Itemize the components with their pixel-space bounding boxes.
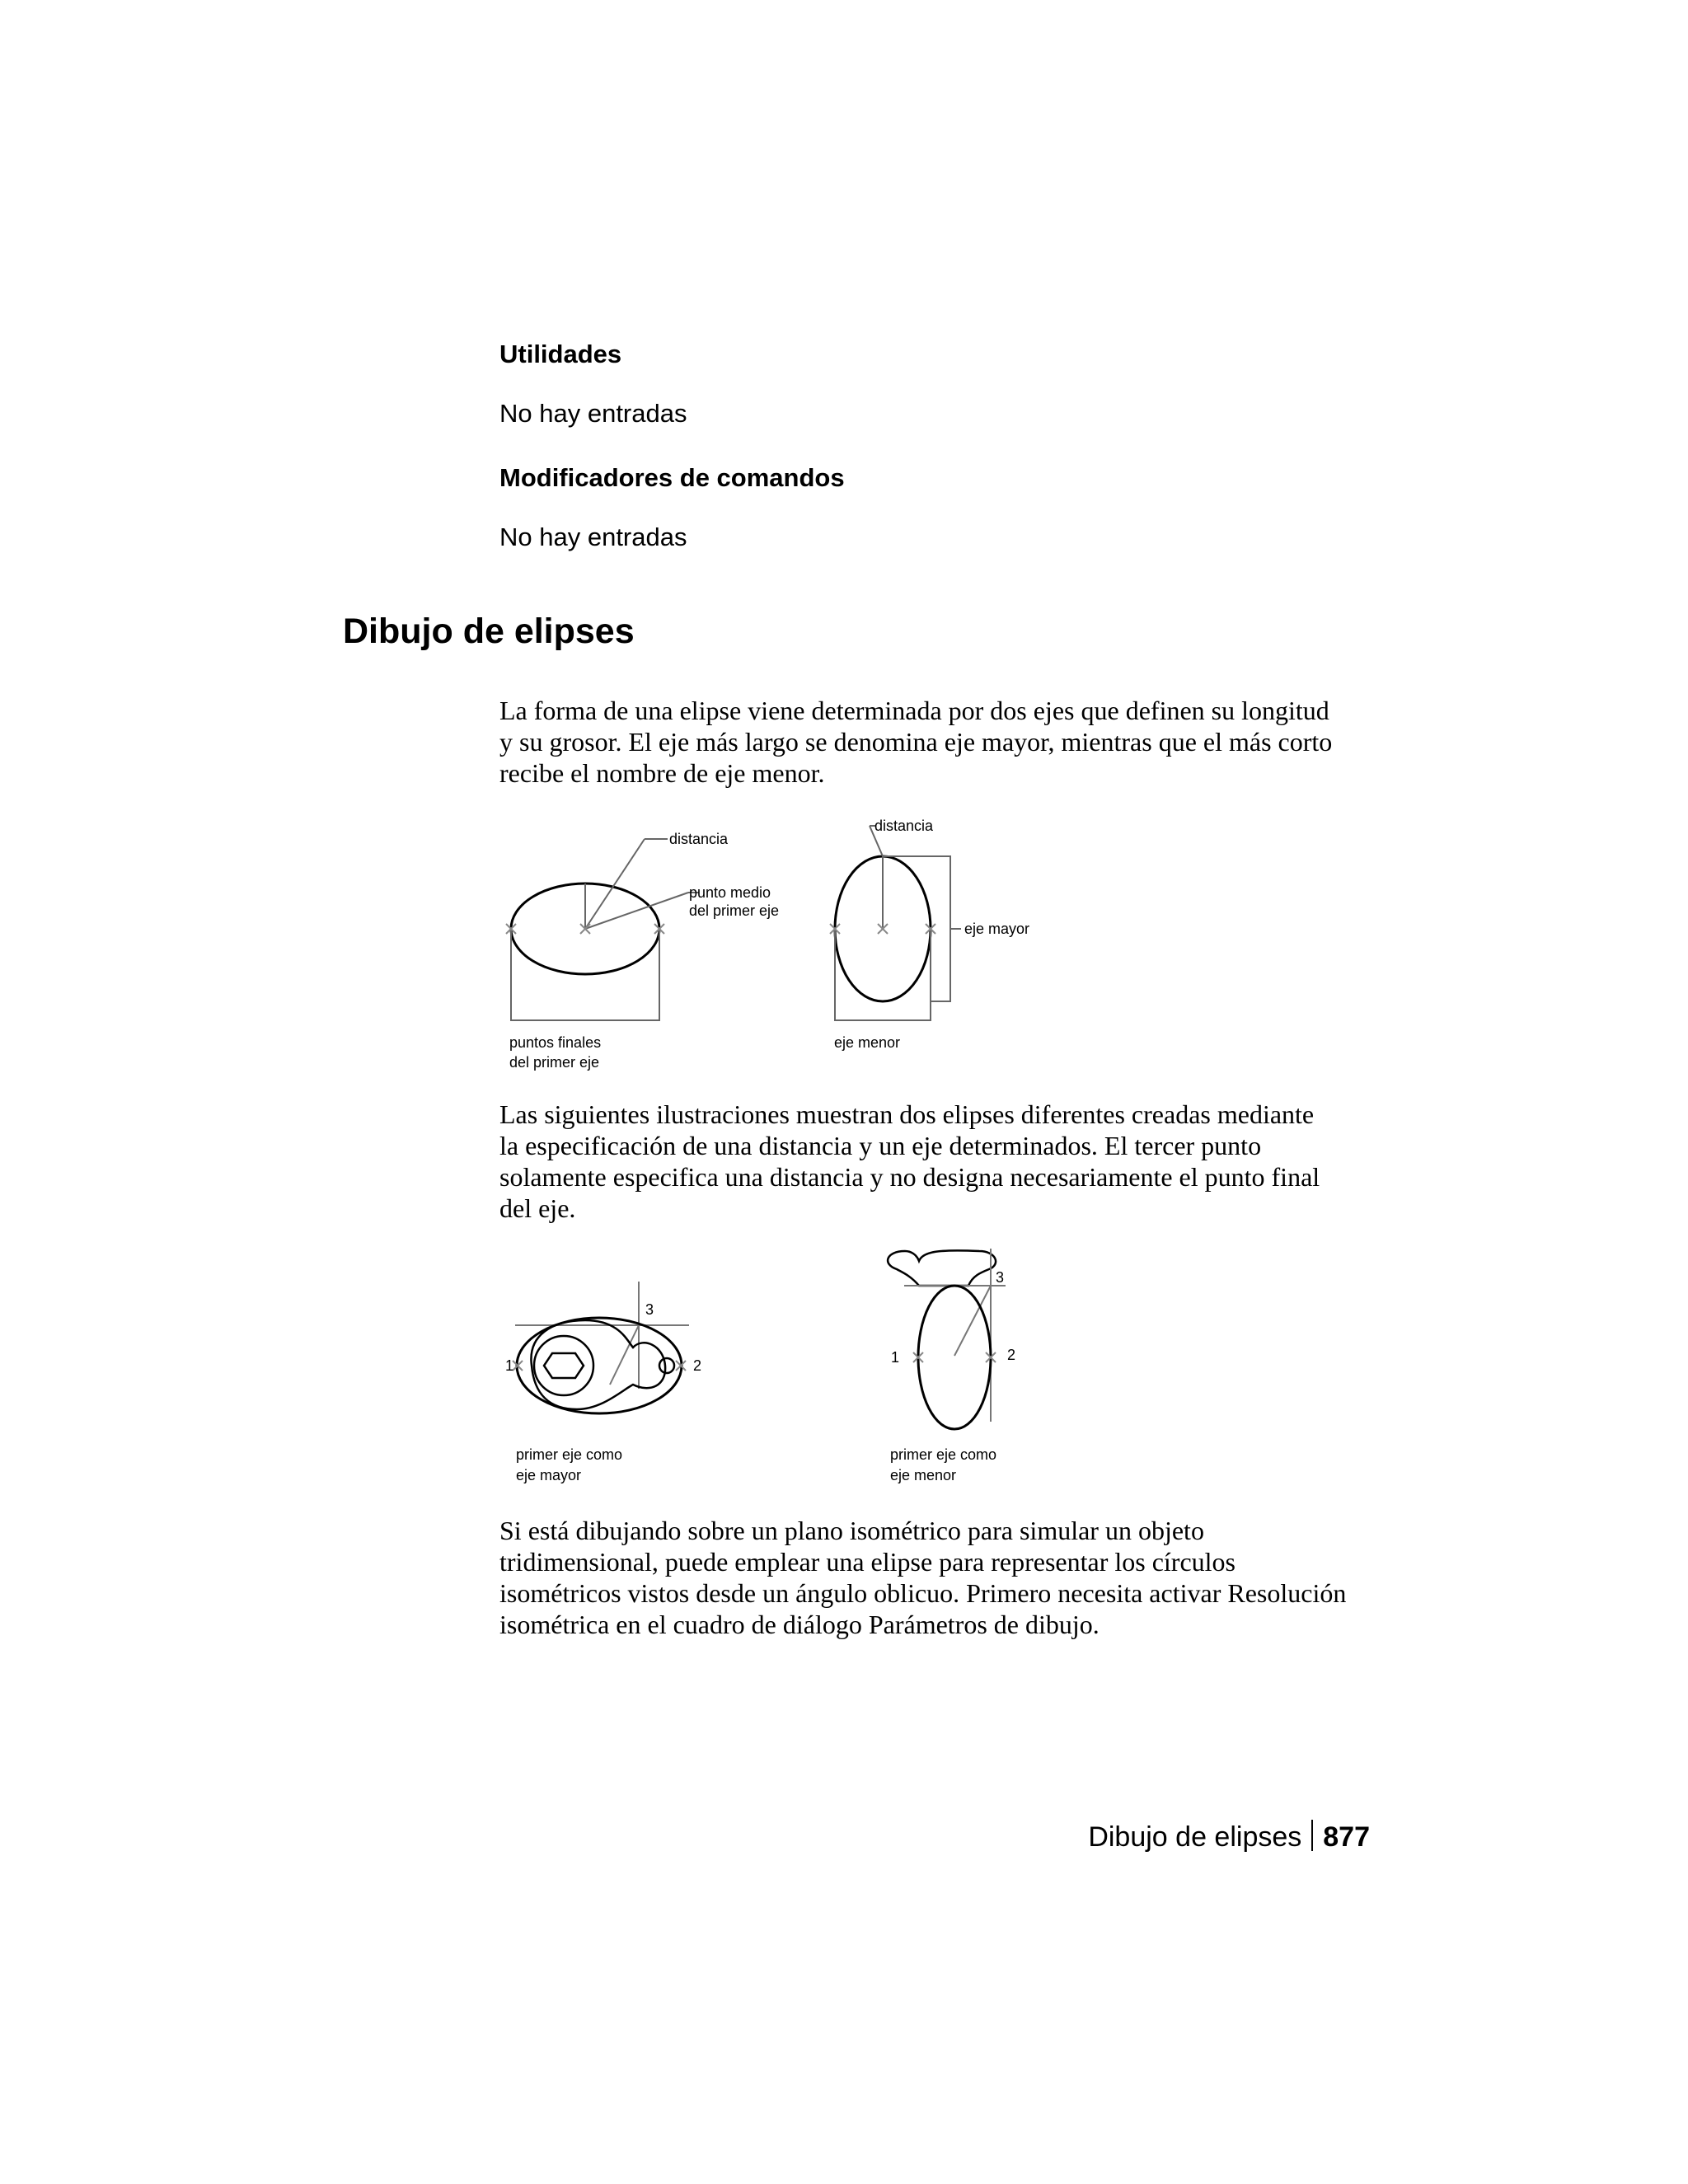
point-1-left: 1 xyxy=(505,1357,514,1374)
ellipse-vertical-diagram xyxy=(830,818,1029,1051)
text-utilidades: No hay entradas xyxy=(499,399,687,428)
paragraph-line: del eje. xyxy=(499,1193,576,1223)
page-number: 877 xyxy=(1323,1821,1370,1853)
heading-modificadores: Modificadores de comandos xyxy=(499,463,845,492)
label-distancia-left: distancia xyxy=(669,831,729,847)
label-puntos-finales-2: del primer eje xyxy=(509,1054,600,1071)
minor-axis-example xyxy=(888,1249,1015,1483)
caption-major-1: primer eje como xyxy=(516,1446,623,1463)
figure-ellipse-axes xyxy=(495,808,1055,1080)
caption-major-2: eje mayor xyxy=(516,1467,582,1483)
point-2-left: 2 xyxy=(693,1357,702,1374)
point-3-left: 3 xyxy=(645,1301,654,1318)
paragraph-1 xyxy=(499,695,1373,789)
paragraph-2 xyxy=(499,1099,1373,1224)
paragraph-line: Las siguientes ilustraciones muestran dos elipses diferentes creadas mediante xyxy=(499,1099,1315,1129)
paragraph-line: solamente especifica una distancia y no designa necesariamente el punto final xyxy=(499,1162,1320,1192)
paragraph-line: La forma de una elipse viene determinada por dos ejes que definen su longitud xyxy=(499,696,1329,725)
paragraph-line: la especificación de una distancia y un eje determinados. El tercer punto xyxy=(499,1131,1262,1160)
point-3-right: 3 xyxy=(996,1269,1005,1286)
paragraph-line: recibe el nombre de eje menor. xyxy=(499,758,825,788)
point-2-right: 2 xyxy=(1007,1347,1016,1363)
footer-title: Dibujo de elipses xyxy=(1088,1821,1302,1853)
text-modificadores: No hay entradas xyxy=(499,523,687,551)
paragraph-3 xyxy=(499,1515,1373,1640)
label-punto-medio-2: del primer eje xyxy=(689,902,780,919)
paragraph-line: tridimensional, puede emplear una elipse para representar los círculos xyxy=(499,1547,1236,1577)
page-footer xyxy=(1088,1820,1370,1854)
figure-ellipse-examples xyxy=(495,1244,1055,1500)
major-axis-example xyxy=(505,1282,701,1483)
paragraph-line: isométrica en el cuadro de diálogo Parámetros de dibujo. xyxy=(499,1610,1100,1639)
ellipse-horizontal-diagram xyxy=(506,831,779,1071)
point-1-right: 1 xyxy=(891,1349,900,1366)
label-distancia-right: distancia xyxy=(874,818,934,834)
caption-minor-1: primer eje como xyxy=(890,1446,997,1463)
label-punto-medio-1: punto medio xyxy=(689,884,771,901)
paragraph-line: Si está dibujando sobre un plano isométrico para simular un objeto xyxy=(499,1516,1204,1545)
caption-minor-2: eje menor xyxy=(890,1467,957,1483)
page-title: Dibujo de elipses xyxy=(343,612,635,651)
paragraph-line: isométricos vistos desde un ángulo oblicuo. Primero necesita activar Resolución xyxy=(499,1578,1347,1608)
label-eje-mayor: eje mayor xyxy=(964,921,1030,937)
label-puntos-finales-1: puntos finales xyxy=(509,1034,602,1051)
paragraph-line: y su grosor. El eje más largo se denomina eje mayor, mientras que el más corto xyxy=(499,727,1333,757)
footer-divider xyxy=(1311,1820,1313,1851)
label-eje-menor: eje menor xyxy=(834,1034,901,1051)
heading-utilidades: Utilidades xyxy=(499,340,622,368)
